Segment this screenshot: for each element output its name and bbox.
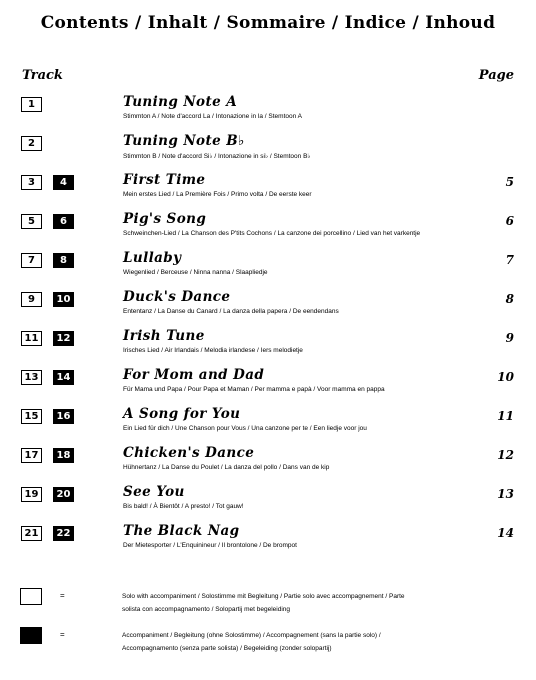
list-item xyxy=(0,328,536,367)
page-number: 12 xyxy=(497,448,514,462)
accompaniment-track-number: 20 xyxy=(53,487,74,502)
page-number: 11 xyxy=(497,409,514,423)
piece-translations: Hühnertanz / La Danse du Poulet / La danza del pollo / Dans van de kip xyxy=(123,464,330,471)
page-number: 14 xyxy=(497,526,514,540)
accompaniment-track-number: 4 xyxy=(53,175,74,190)
page-number: 13 xyxy=(497,487,514,501)
piece-translations: Ein Lied für dich / Une Chanson pour Vous / Una canzone per te / Een liedje voor jou xyxy=(123,425,367,432)
page-number: 7 xyxy=(505,253,514,267)
piece-title: Chicken's Dance xyxy=(123,445,255,461)
list-item xyxy=(0,250,536,289)
piece-title: A Song for You xyxy=(123,406,241,422)
list-item xyxy=(0,133,536,172)
black-box-swatch xyxy=(20,627,42,644)
solo-track-number: 7 xyxy=(21,253,42,268)
legend-accompaniment-text: Accompaniment / Begleitung (ohne Solostimme) / Accompagnement (sans la partie solo) / Accompagnamento (senza parte solista) / Begeleiding (zonder solopartij) xyxy=(122,632,381,652)
list-item xyxy=(0,367,536,406)
equals-sign: = xyxy=(60,591,65,600)
solo-track-number: 9 xyxy=(21,292,42,307)
piece-title: Tuning Note B♭ xyxy=(123,133,245,149)
list-item xyxy=(0,94,536,133)
piece-translations: Ententanz / La Danse du Canard / La danza della papera / De eendendans xyxy=(123,308,339,315)
piece-translations: Stimmton B / Note d'accord Si♭ / Intonazione in si♭ / Stemtoon B♭ xyxy=(123,153,311,160)
accompaniment-track-number: 10 xyxy=(53,292,74,307)
accompaniment-track-number: 18 xyxy=(53,448,74,463)
solo-track-number: 2 xyxy=(21,136,42,151)
list-item xyxy=(0,484,536,523)
page-title: Contents / Inhalt / Sommaire / Indice / Inhoud xyxy=(40,13,496,33)
page-number: 5 xyxy=(505,175,514,189)
equals-sign: = xyxy=(60,630,65,639)
page-number: 9 xyxy=(505,331,514,345)
list-item xyxy=(0,445,536,484)
piece-translations: Bis bald! / À Bientôt / A presto! / Tot gauw! xyxy=(123,503,244,510)
piece-title: First Time xyxy=(123,172,206,188)
piece-title: The Black Nag xyxy=(123,523,240,539)
solo-track-number: 1 xyxy=(21,97,42,112)
solo-track-number: 15 xyxy=(21,409,42,424)
legend-solo-text: Solo with accompaniment / Solostimme mit Begleitung / Partie solo avec accompagnement / Parte solista con accompagnamento / Solopartij met begeleiding xyxy=(122,593,405,613)
piece-title: See You xyxy=(123,484,185,500)
page-number: 6 xyxy=(505,214,514,228)
piece-title: Tuning Note A xyxy=(123,94,238,110)
list-item xyxy=(0,172,536,211)
list-item xyxy=(0,211,536,250)
piece-translations: Mein erstes Lied / La Première Fois / Primo volta / De eerste keer xyxy=(123,191,312,198)
page-number: 8 xyxy=(505,292,514,306)
piece-translations: Der Mietesporter / L'Enquinineur / Il brontolone / De brompot xyxy=(123,542,297,549)
contents-list xyxy=(0,94,536,562)
page-number: 10 xyxy=(497,370,514,384)
page-column-header: Page xyxy=(478,68,514,83)
piece-translations: Wiegenlied / Berceuse / Ninna nanna / Slaapliedje xyxy=(123,269,268,276)
solo-track-number: 13 xyxy=(21,370,42,385)
accompaniment-track-number: 8 xyxy=(53,253,74,268)
solo-track-number: 11 xyxy=(21,331,42,346)
white-box-swatch xyxy=(20,588,42,605)
piece-title: Lullaby xyxy=(123,250,182,266)
track-column-header: Track xyxy=(22,68,63,83)
accompaniment-track-number: 16 xyxy=(53,409,74,424)
piece-title: For Mom and Dad xyxy=(123,367,265,383)
piece-title: Duck's Dance xyxy=(123,289,231,305)
solo-track-number: 19 xyxy=(21,487,42,502)
piece-translations: Irisches Lied / Air Irlandais / Melodia irlandese / Iers melodietje xyxy=(123,347,303,354)
solo-track-number: 21 xyxy=(21,526,42,541)
accompaniment-track-number: 6 xyxy=(53,214,74,229)
solo-track-number: 5 xyxy=(21,214,42,229)
piece-title: Irish Tune xyxy=(123,328,205,344)
solo-track-number: 3 xyxy=(21,175,42,190)
list-item xyxy=(0,523,536,562)
solo-track-number: 17 xyxy=(21,448,42,463)
accompaniment-track-number: 14 xyxy=(53,370,74,385)
list-item xyxy=(0,406,536,445)
list-item xyxy=(0,289,536,328)
piece-title: Pig's Song xyxy=(123,211,207,227)
piece-translations: Für Mama und Papa / Pour Papa et Maman / Per mamma e papà / Voor mamma en pappa xyxy=(123,386,385,393)
accompaniment-track-number: 22 xyxy=(53,526,74,541)
piece-translations: Stimmton A / Note d'accord La / Intonazione in la / Stemtoon A xyxy=(123,113,303,120)
accompaniment-track-number: 12 xyxy=(53,331,74,346)
piece-translations: Schweinchen-Lied / La Chanson des P'tits Cochons / La canzone dei porcellino / Lied van het varkentje xyxy=(123,230,421,237)
